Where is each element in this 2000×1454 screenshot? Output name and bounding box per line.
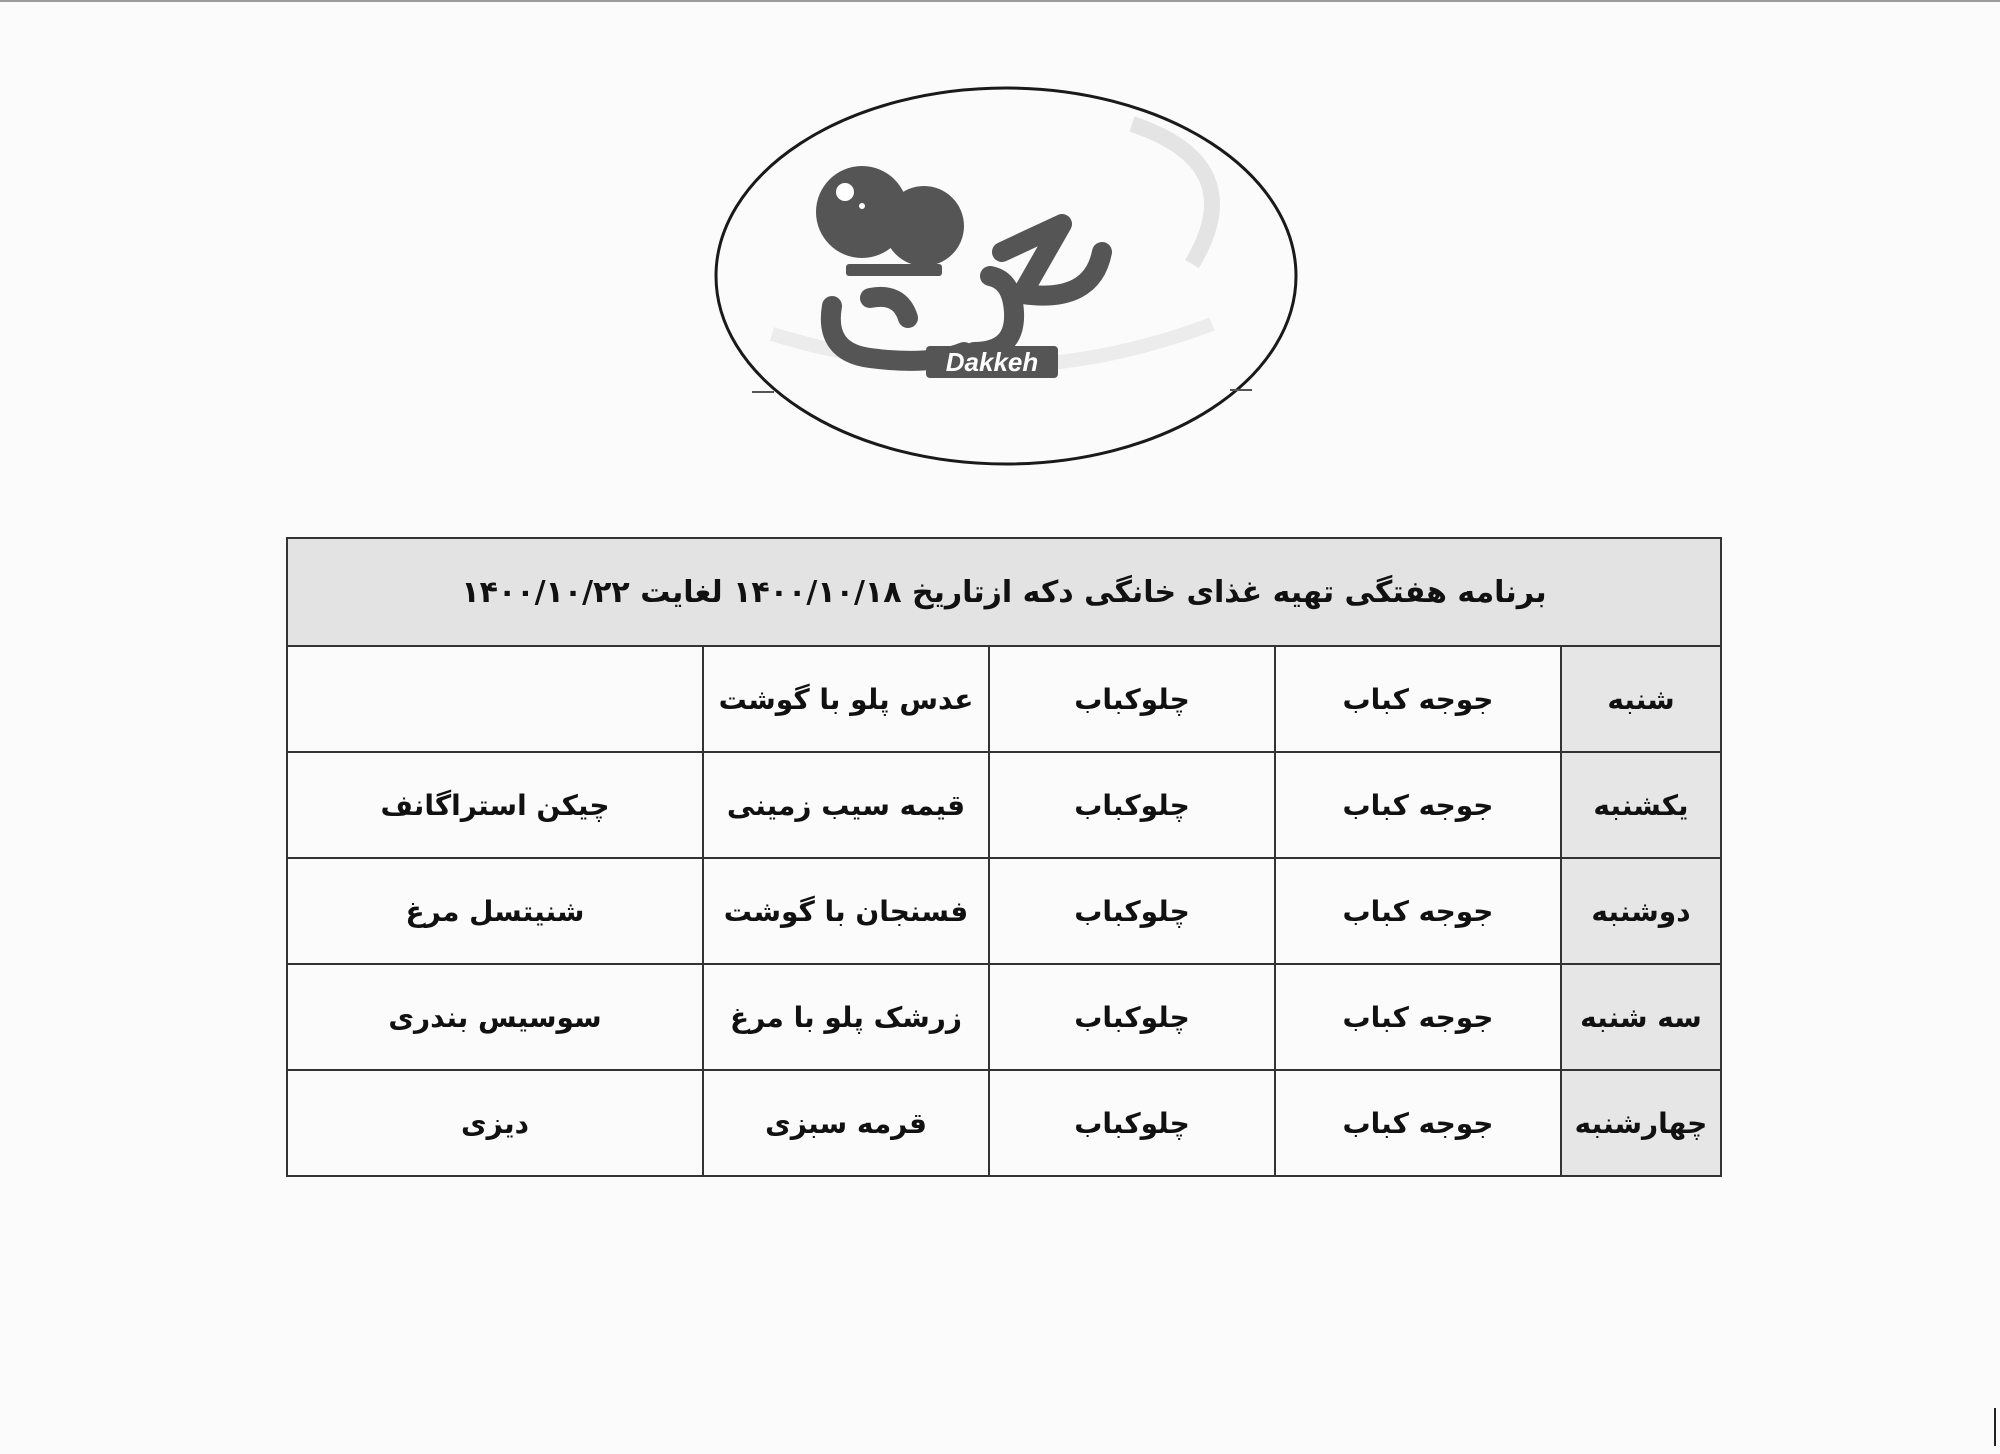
- day-cell: دوشنبه: [1561, 858, 1721, 964]
- table-row: [287, 752, 1721, 858]
- dish-cell: فسنجان با گوشت: [703, 858, 989, 964]
- dakkeh-logo-graphic: [712, 84, 1300, 468]
- day-cell: شنبه: [1561, 646, 1721, 752]
- dish-cell: قرمه سبزی: [703, 1070, 989, 1176]
- dish-cell: چلوکباب: [989, 646, 1275, 752]
- dish-cell: شنیتسل مرغ: [287, 858, 703, 964]
- dish-cell: جوجه کباب: [1275, 964, 1561, 1070]
- table-row: [287, 646, 1721, 752]
- dish-cell: چیکن استراگانف: [287, 752, 703, 858]
- dish-cell: چلوکباب: [989, 752, 1275, 858]
- scan-margin-mark: [1994, 1408, 1996, 1446]
- dish-cell: عدس پلو با گوشت: [703, 646, 989, 752]
- day-cell: چهارشنبه: [1561, 1070, 1721, 1176]
- scan-top-edge: [0, 0, 2000, 2]
- dish-cell: چلوکباب: [989, 964, 1275, 1070]
- dish-cell: قیمه سیب زمینی: [703, 752, 989, 858]
- dakkeh-logo: [712, 84, 1300, 468]
- dish-cell: دیزی: [287, 1070, 703, 1176]
- dish-cell: چلوکباب: [989, 858, 1275, 964]
- svg-text:Dakkeh: Dakkeh: [945, 347, 1039, 377]
- dish-cell: [287, 646, 703, 752]
- dish-cell: سوسیس بندری: [287, 964, 703, 1070]
- weekly-menu-table: [286, 537, 1722, 1177]
- day-cell: یکشنبه: [1561, 752, 1721, 858]
- day-cell: سه شنبه: [1561, 964, 1721, 1070]
- dish-cell: جوجه کباب: [1275, 1070, 1561, 1176]
- dish-cell: چلوکباب: [989, 1070, 1275, 1176]
- table-row: [287, 1070, 1721, 1176]
- dish-cell: جوجه کباب: [1275, 646, 1561, 752]
- table-row: [287, 964, 1721, 1070]
- menu-title-row: [287, 538, 1721, 646]
- dish-cell: جوجه کباب: [1275, 752, 1561, 858]
- dish-cell: جوجه کباب: [1275, 858, 1561, 964]
- dish-cell: زرشک پلو با مرغ: [703, 964, 989, 1070]
- menu-title: برنامه هفتگی تهیه غذای خانگی دکه ازتاریخ ۱۴۰۰/۱۰/۱۸ لغایت ۱۴۰۰/۱۰/۲۲: [287, 538, 1721, 646]
- table-row: [287, 858, 1721, 964]
